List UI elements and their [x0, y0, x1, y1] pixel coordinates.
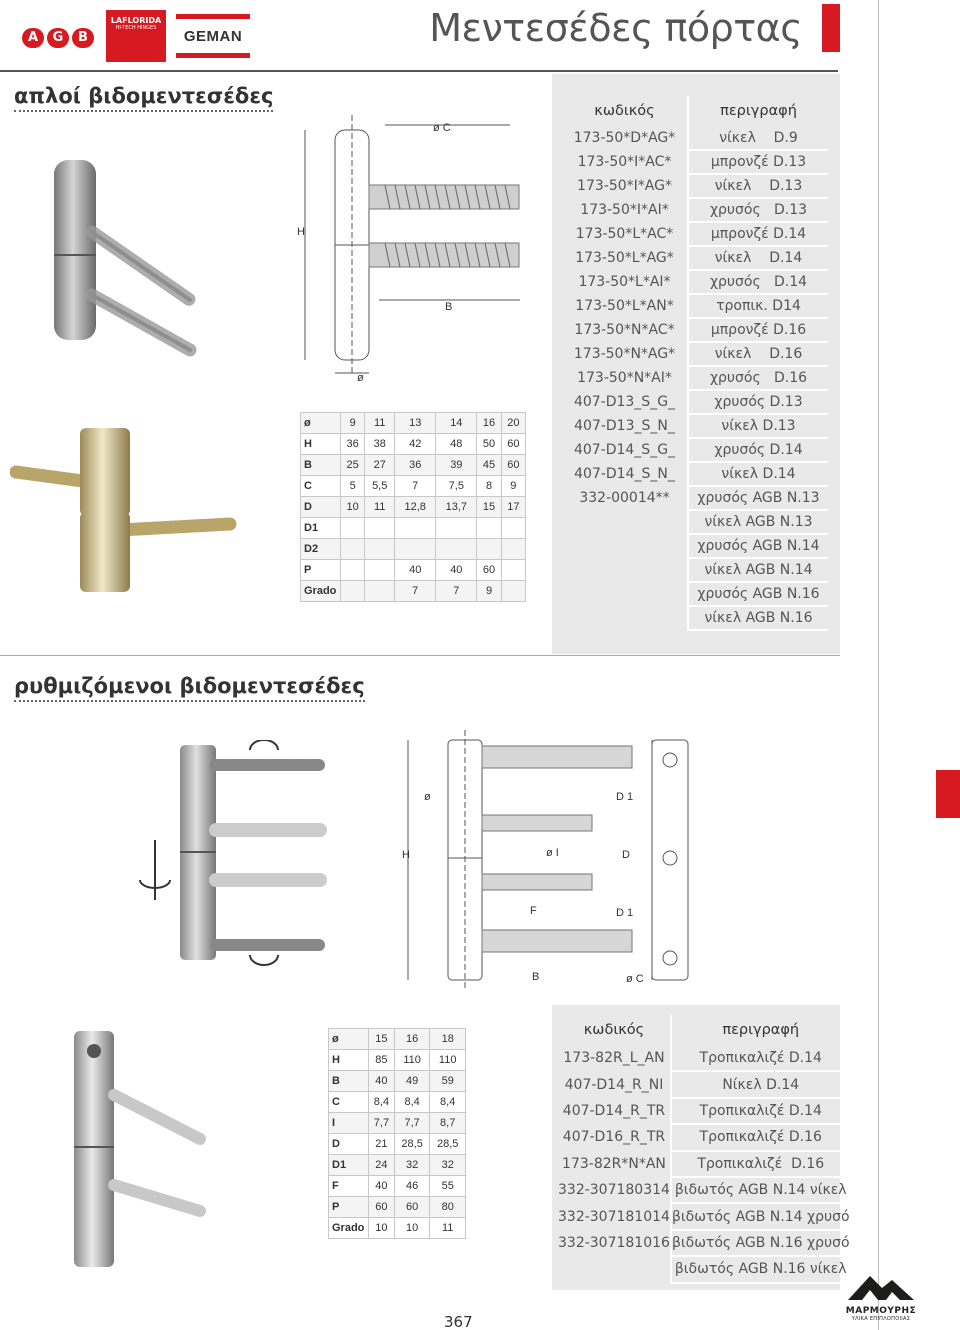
section1-title: απλοί βιδομεντεσέδες: [14, 84, 273, 112]
dimension-value: 7,7: [394, 1113, 430, 1134]
product-description: χρυσός AGB N.14: [688, 534, 828, 558]
product-code: 173-50*N*AG*: [562, 342, 688, 366]
table-row: [562, 606, 828, 630]
dimension-table-2: [328, 1028, 466, 1239]
agb-letter-b: B: [72, 28, 94, 48]
dimension-value: 36: [395, 455, 436, 476]
product-code: 407-D13_S_G_: [562, 390, 688, 414]
product-description: τροπικ. D14: [688, 294, 828, 318]
dimension-row: [329, 1197, 466, 1218]
table-row: [562, 342, 828, 366]
product-code: 173-50*L*AI*: [562, 270, 688, 294]
product-code: 332-307181016: [558, 1230, 671, 1256]
dimension-value: 17: [501, 497, 525, 518]
product-description: νίκελ AGB N.13: [688, 510, 828, 534]
product-code: [562, 558, 688, 582]
table-row: [558, 1045, 850, 1071]
product-table-1: [562, 96, 828, 631]
dimension-row: [301, 476, 526, 497]
dimension-value: 50: [477, 434, 501, 455]
product-code: 173-50*L*AN*: [562, 294, 688, 318]
dimension-row: [329, 1050, 466, 1071]
drawing1-label-b: B: [445, 301, 453, 313]
product-description: μπρονζέ D.13: [688, 150, 828, 174]
dimension-label: H: [301, 434, 341, 455]
header-divider: [0, 70, 838, 72]
dimension-value: 38: [365, 434, 395, 455]
laflorida-sub: HI-TECH HINGES: [115, 25, 157, 32]
table-row: [562, 366, 828, 390]
page-number: 367: [444, 1313, 473, 1330]
drawing2-label-d1-top: D 1: [616, 791, 634, 803]
product-code: 407-D14_R_NI: [558, 1071, 671, 1097]
dimension-value: [365, 581, 395, 602]
product-code: 407-D16_R_TR: [558, 1124, 671, 1150]
dimension-label: B: [301, 455, 341, 476]
dimension-value: 10: [341, 497, 365, 518]
dimension-value: 16: [477, 413, 501, 434]
dimension-value: 7: [395, 581, 436, 602]
dimension-value: 40: [436, 560, 477, 581]
section-divider: [0, 655, 840, 656]
dimension-row: [301, 518, 526, 539]
product-description: νίκελ D.16: [688, 342, 828, 366]
dimension-value: 18: [430, 1029, 466, 1050]
dimension-value: 14: [436, 413, 477, 434]
dimension-row: [301, 434, 526, 455]
dimension-label: D: [301, 497, 341, 518]
table-row: [562, 438, 828, 462]
dimension-value: 11: [430, 1218, 466, 1239]
product-code: 173-50*D*AG*: [562, 126, 688, 150]
product-description: νίκελ AGB N.16: [688, 606, 828, 630]
dimension-table-1: [300, 412, 526, 602]
dimension-row: [329, 1155, 466, 1176]
drawing2-label-diameter-c: ø C: [626, 973, 644, 985]
dimension-value: [501, 581, 525, 602]
dimension-value: [436, 539, 477, 560]
table-row: [562, 510, 828, 534]
hinge-photo-gray: [40, 150, 210, 370]
drawing1-label-diameter: ø: [357, 372, 364, 384]
product-table-panel-2: [552, 1005, 850, 1290]
dimension-value: 60: [501, 434, 525, 455]
dimension-value: 40: [369, 1071, 395, 1092]
drawing2-label-h: H: [402, 849, 410, 861]
dimension-label: D: [329, 1134, 369, 1155]
mountain-logo-icon: [846, 1272, 916, 1302]
product-code: 332-307180314: [558, 1177, 671, 1203]
dimension-value: [501, 560, 525, 581]
dimension-value: 8,4: [369, 1092, 395, 1113]
dimension-value: 8,4: [430, 1092, 466, 1113]
product-table-panel-1: [552, 74, 840, 654]
drawing1-label-diameter-c: ø C: [433, 122, 451, 134]
dimension-value: [341, 560, 365, 581]
dimension-value: [341, 518, 365, 539]
dimension-value: 8: [477, 476, 501, 497]
dimension-value: 28,5: [430, 1134, 466, 1155]
product-code: 173-50*I*AC*: [562, 150, 688, 174]
product-code: [562, 606, 688, 630]
technical-drawing-1: [295, 115, 535, 395]
adjustable-hinge-photo-2: [60, 1025, 210, 1275]
product-code: 332-00014**: [562, 486, 688, 510]
dimension-value: 10: [369, 1218, 395, 1239]
dimension-value: 13,7: [436, 497, 477, 518]
marmouris-logo: [838, 1272, 924, 1322]
dimension-value: [365, 539, 395, 560]
dimension-value: 48: [436, 434, 477, 455]
table-row: [562, 414, 828, 438]
product-code: [558, 1256, 671, 1282]
dimension-label: ø: [301, 413, 341, 434]
dimension-value: 5,5: [365, 476, 395, 497]
dimension-value: [395, 539, 436, 560]
dimension-row: [301, 560, 526, 581]
dimension-value: 49: [394, 1071, 430, 1092]
dimension-value: 59: [430, 1071, 466, 1092]
dimension-row: [329, 1134, 466, 1155]
dimension-value: 13: [395, 413, 436, 434]
dimension-value: 80: [430, 1197, 466, 1218]
agb-logo: [22, 14, 96, 58]
dimension-value: [365, 560, 395, 581]
table-row: [562, 126, 828, 150]
dimension-value: [477, 518, 501, 539]
drawing2-label-f: F: [530, 905, 537, 917]
dimension-value: 40: [369, 1176, 395, 1197]
dimension-value: [395, 518, 436, 539]
dimension-value: 55: [430, 1176, 466, 1197]
column-header-code: κωδικός: [558, 1015, 671, 1045]
product-description: μπρονζέ D.14: [688, 222, 828, 246]
product-description: νίκελ AGB N.14: [688, 558, 828, 582]
dimension-value: 12,8: [395, 497, 436, 518]
dimension-value: [501, 539, 525, 560]
dimension-value: 15: [477, 497, 501, 518]
agb-letter-a: A: [22, 28, 44, 48]
dimension-row: [301, 413, 526, 434]
product-code: 332-307181014: [558, 1203, 671, 1229]
product-code: 173-50*I*AG*: [562, 174, 688, 198]
dimension-value: 24: [369, 1155, 395, 1176]
product-code: 173-50*L*AC*: [562, 222, 688, 246]
dimension-value: 20: [501, 413, 525, 434]
table-row: [562, 270, 828, 294]
dimension-value: 60: [394, 1197, 430, 1218]
dimension-value: 8,4: [394, 1092, 430, 1113]
dimension-row: [329, 1071, 466, 1092]
table-row: [558, 1124, 850, 1150]
dimension-row: [301, 455, 526, 476]
dimension-value: 8,7: [430, 1113, 466, 1134]
dimension-value: 7: [395, 476, 436, 497]
dimension-value: 9: [501, 476, 525, 497]
dimension-row: [329, 1113, 466, 1134]
dimension-row: [301, 539, 526, 560]
product-description: βιδωτός AGB N.16 χρυσό: [671, 1230, 850, 1256]
brand-subtitle: ΥΛΙΚΑ ΕΠΙΠΛΟΠΟΙΙΑΣ: [851, 1316, 911, 1322]
table-row: [562, 582, 828, 606]
technical-drawing-2: [398, 730, 698, 990]
side-tab-marker: [936, 770, 960, 818]
product-description: χρυσός D.14: [688, 438, 828, 462]
product-description: βιδωτός AGB N.14 νίκελ: [671, 1177, 850, 1203]
section2-title: ρυθμιζόμενοι βιδομεντεσέδες: [14, 674, 365, 702]
dimension-value: 10: [394, 1218, 430, 1239]
product-description: Τροπικαλιζέ D.14: [671, 1098, 850, 1124]
dimension-value: 60: [501, 455, 525, 476]
product-code: 173-50*N*AI*: [562, 366, 688, 390]
product-code: [562, 534, 688, 558]
table-row: [558, 1230, 850, 1256]
dimension-value: 39: [436, 455, 477, 476]
dimension-value: 11: [365, 497, 395, 518]
table-row: [562, 246, 828, 270]
dimension-value: 7,5: [436, 476, 477, 497]
dimension-value: 60: [477, 560, 501, 581]
product-description: βιδωτός AGB N.16 νίκελ: [671, 1256, 850, 1282]
product-description: νίκελ D.13: [688, 174, 828, 198]
title-accent-bar: [822, 4, 840, 52]
dimension-label: ø: [329, 1029, 369, 1050]
dimension-label: C: [329, 1092, 369, 1113]
table-row: [558, 1177, 850, 1203]
table-row: [562, 558, 828, 582]
laflorida-name: LAFLORIDA: [110, 16, 162, 25]
dimension-row: [301, 581, 526, 602]
dimension-label: B: [329, 1071, 369, 1092]
product-description: Τροπικαλιζέ D.14: [671, 1045, 850, 1071]
dimension-value: 7,7: [369, 1113, 395, 1134]
brand-name: ΜΑΡΜΟΥΡΗΣ: [845, 1306, 917, 1316]
drawing2-label-diameter-i: ø I: [546, 847, 559, 859]
table-row: [562, 486, 828, 510]
dimension-value: 40: [395, 560, 436, 581]
product-description: νίκελ D.13: [688, 414, 828, 438]
dimension-value: 15: [369, 1029, 395, 1050]
dimension-value: 16: [394, 1029, 430, 1050]
product-description: Τροπικαλιζέ D.16: [671, 1151, 850, 1177]
dimension-label: P: [301, 560, 341, 581]
dimension-value: 42: [395, 434, 436, 455]
adjustable-hinge-photo: [130, 740, 330, 970]
product-code: 173-50*I*AI*: [562, 198, 688, 222]
dimension-value: [365, 518, 395, 539]
product-code: 407-D13_S_N_: [562, 414, 688, 438]
product-description: χρυσός AGB N.13: [688, 486, 828, 510]
column-header-code: κωδικός: [562, 96, 688, 126]
product-code: [562, 510, 688, 534]
table-row: [562, 222, 828, 246]
product-table-2: [558, 1015, 850, 1284]
right-margin-line: [878, 0, 879, 1330]
product-description: βιδωτός AGB N.14 χρυσό: [671, 1203, 850, 1229]
dimension-row: [329, 1092, 466, 1113]
dimension-value: 85: [369, 1050, 395, 1071]
table-row: [562, 318, 828, 342]
product-code: 407-D14_R_TR: [558, 1098, 671, 1124]
dimension-value: [501, 518, 525, 539]
dimension-value: 36: [341, 434, 365, 455]
product-description: νίκελ D.9: [688, 126, 828, 150]
product-code: 407-D14_S_N_: [562, 462, 688, 486]
dimension-row: [329, 1218, 466, 1239]
drawing2-label-d1-bottom: D 1: [616, 907, 634, 919]
dimension-value: [341, 581, 365, 602]
drawing2-label-diameter: ø: [424, 791, 431, 803]
dimension-label: P: [329, 1197, 369, 1218]
drawing1-label-h: H: [297, 226, 305, 238]
dimension-row: [301, 497, 526, 518]
dimension-label: D2: [301, 539, 341, 560]
dimension-value: 11: [365, 413, 395, 434]
dimension-value: 46: [394, 1176, 430, 1197]
dimension-label: Grado: [301, 581, 341, 602]
product-code: 173-50*L*AG*: [562, 246, 688, 270]
dimension-value: 28,5: [394, 1134, 430, 1155]
drawing2-label-b: B: [532, 971, 540, 983]
table-row: [558, 1071, 850, 1097]
product-description: χρυσός D.16: [688, 366, 828, 390]
dimension-row: [329, 1029, 466, 1050]
product-code: 173-82R_L_AN: [558, 1045, 671, 1071]
dimension-value: 9: [477, 581, 501, 602]
column-header-description: περιγραφή: [720, 103, 797, 119]
product-description: Νίκελ D.14: [671, 1071, 850, 1097]
dimension-value: 7: [436, 581, 477, 602]
dimension-value: 32: [430, 1155, 466, 1176]
column-header-description: περιγραφή: [722, 1022, 800, 1038]
dimension-value: 9: [341, 413, 365, 434]
dimension-label: C: [301, 476, 341, 497]
dimension-value: [436, 518, 477, 539]
table-row: [558, 1203, 850, 1229]
product-description: Τροπικαλιζέ D.16: [671, 1124, 850, 1150]
dimension-value: [341, 539, 365, 560]
brand-logos: [22, 10, 250, 62]
product-description: νίκελ D.14: [688, 462, 828, 486]
dimension-label: F: [329, 1176, 369, 1197]
table-row: [562, 174, 828, 198]
dimension-label: I: [329, 1113, 369, 1134]
drawing2-label-d: D: [622, 849, 630, 861]
product-code: [562, 582, 688, 606]
product-description: χρυσός D.13: [688, 390, 828, 414]
dimension-value: 27: [365, 455, 395, 476]
table-row: [562, 150, 828, 174]
table-row: [558, 1256, 850, 1282]
dimension-value: 21: [369, 1134, 395, 1155]
dimension-value: 5: [341, 476, 365, 497]
dimension-label: Grado: [329, 1218, 369, 1239]
dimension-value: [477, 539, 501, 560]
table-row: [562, 390, 828, 414]
dimension-value: 25: [341, 455, 365, 476]
page-title: Μεντεσέδες πόρτας: [429, 6, 802, 50]
table-row: [562, 534, 828, 558]
table-row: [558, 1151, 850, 1177]
hinge-photo-brass: [10, 420, 240, 610]
dimension-label: D1: [329, 1155, 369, 1176]
product-description: χρυσός D.14: [688, 270, 828, 294]
product-code: 173-50*N*AC*: [562, 318, 688, 342]
product-code: 173-82R*N*AN: [558, 1151, 671, 1177]
agb-letter-g: G: [47, 28, 69, 48]
dimension-value: 32: [394, 1155, 430, 1176]
table-row: [562, 198, 828, 222]
table-row: [562, 462, 828, 486]
product-description: χρυσός D.13: [688, 198, 828, 222]
product-code: 407-D14_S_G_: [562, 438, 688, 462]
table-row: [558, 1098, 850, 1124]
table-row: [562, 294, 828, 318]
dimension-value: 110: [430, 1050, 466, 1071]
dimension-label: D1: [301, 518, 341, 539]
dimension-value: 60: [369, 1197, 395, 1218]
geman-logo: GEMAN: [176, 14, 250, 58]
product-description: μπρονζέ D.16: [688, 318, 828, 342]
product-description: νίκελ D.14: [688, 246, 828, 270]
dimension-label: H: [329, 1050, 369, 1071]
laflorida-logo: [106, 10, 166, 62]
dimension-row: [329, 1176, 466, 1197]
dimension-value: 45: [477, 455, 501, 476]
dimension-value: 110: [394, 1050, 430, 1071]
product-description: χρυσός AGB N.16: [688, 582, 828, 606]
